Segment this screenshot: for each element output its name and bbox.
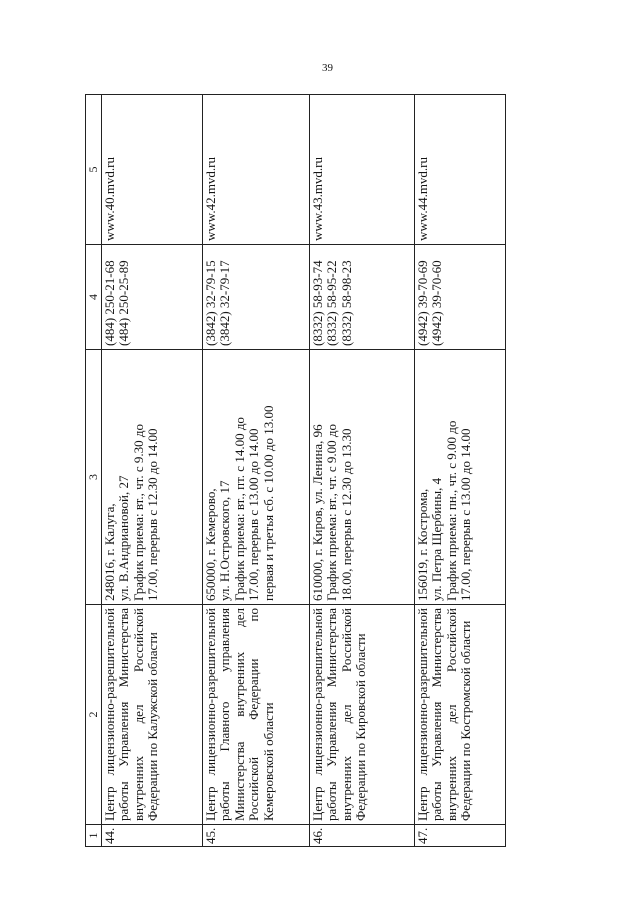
address-line: 248016, г. Калуга, <box>101 503 117 601</box>
organization-name: Центр лицензионно-разрешительной работы Управления Министерства внутренних дел Российской Федерации по Кировской области <box>309 605 414 825</box>
phone-numbers <box>202 245 309 350</box>
row-number: 47. <box>414 825 505 847</box>
phone: (8332) 58-93-74 <box>309 260 325 346</box>
phone-numbers <box>309 245 414 350</box>
row-number: 46. <box>309 825 414 847</box>
address-line: ул. В.Андриановой, 27 <box>116 475 131 601</box>
schedule-line: первая и третья сб. с 10.00 до 13.00 <box>260 405 276 601</box>
organization-name: Центр лицензионно-разрешительной работы Управления Министерства внутренних дел Российской Федерации по Калужской области <box>101 605 202 825</box>
address-line: 610000, г. Киров, ул. Ленина, 96 <box>309 424 325 601</box>
phone-numbers <box>414 245 505 350</box>
website: www.44.mvd.ru <box>414 95 505 245</box>
organization-name: Центр лицензионно-разрешительной работы Главного управления Министерства внутренних дел Российской Федерации по Кемеровской области <box>202 605 309 825</box>
website: www.40.mvd.ru <box>101 95 202 245</box>
column-header: 2 <box>86 605 102 825</box>
schedule-line: 17.00, перерыв с 13.00 до 14.00 <box>458 428 473 601</box>
phone: (4942) 39-70-60 <box>429 260 444 346</box>
address-line: 650000, г. Кемерово, <box>202 488 218 601</box>
table-row <box>101 95 202 847</box>
schedule-line: График приема: вт., чт. с 9.00 до <box>324 423 339 601</box>
address-line: ул. Петра Щербины, 4 <box>429 477 444 601</box>
schedule-line: 17.00, перерыв с 12.30 до 14.00 <box>145 428 160 601</box>
phone: (484) 250-25-89 <box>116 260 131 346</box>
website: www.43.mvd.ru <box>309 95 414 245</box>
phone-numbers <box>101 245 202 350</box>
row-number: 44. <box>101 825 202 847</box>
column-header: 5 <box>86 95 102 245</box>
phone: (3842) 32-79-17 <box>217 260 232 346</box>
schedule-line: 18.00, перерыв с 12.30 до 13.30 <box>338 428 354 601</box>
table-row <box>309 95 414 847</box>
address-line: 156019, г. Кострома, <box>414 488 430 601</box>
schedule-line: График приема: вт., пт. с 14.00 до <box>231 417 247 601</box>
address-schedule <box>414 350 505 605</box>
address-schedule <box>202 350 309 605</box>
schedule-line: График приема: вт., чт. с 9.30 до <box>130 423 146 601</box>
rotated-table-container <box>85 95 500 847</box>
organization-name: Центр лицензионно-разрешительной работы Управления Министерства внутренних дел Российской Федерации по Костромской области <box>414 605 505 825</box>
table-row <box>202 95 309 847</box>
website: www.42.mvd.ru <box>202 95 309 245</box>
schedule-line: График приема: пн., чт. с 9.00 до <box>443 420 459 601</box>
column-header: 3 <box>86 350 102 605</box>
column-header: 4 <box>86 245 102 350</box>
table-header-row <box>86 95 102 847</box>
table-row <box>414 95 505 847</box>
phone: (4942) 39-70-69 <box>414 260 430 346</box>
address-schedule <box>309 350 414 605</box>
schedule-line: 17.00, перерыв с 13.00 до 14.00 <box>246 428 261 601</box>
page-number: 39 <box>322 62 333 74</box>
offices-table <box>85 94 506 847</box>
phone: (8332) 58-95-22 <box>324 260 339 346</box>
phone: (8332) 58-98-23 <box>338 260 354 346</box>
column-header: 1 <box>86 825 102 847</box>
address-schedule <box>101 350 202 605</box>
row-number: 45. <box>202 825 309 847</box>
phone: (3842) 32-79-15 <box>202 260 218 346</box>
address-line: ул. Н.Островского, 17 <box>217 480 232 601</box>
phone: (484) 250-21-68 <box>101 260 117 346</box>
